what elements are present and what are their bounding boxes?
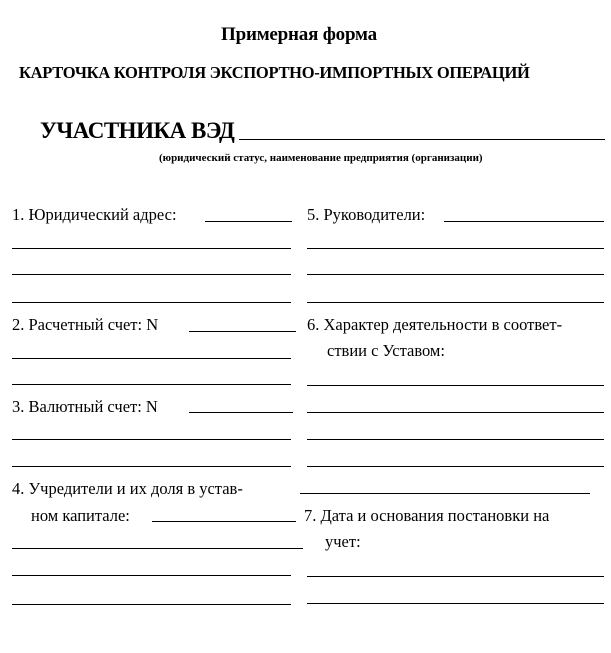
registration-line[interactable] — [307, 576, 604, 577]
founders-line[interactable] — [12, 575, 291, 576]
legal-address-line[interactable] — [12, 274, 291, 275]
form-title: Примерная форма — [221, 24, 377, 45]
registration-label-continued: учет: — [325, 532, 361, 551]
founders-line[interactable] — [12, 548, 303, 549]
settlement-account-label: 2. Расчетный счет: N — [12, 315, 159, 334]
legal-address-line[interactable] — [12, 302, 291, 303]
activity-line[interactable] — [307, 466, 604, 467]
founders-line[interactable] — [152, 521, 296, 522]
currency-account-line[interactable] — [12, 439, 291, 440]
activity-label: 6. Характер деятельности в соответ- — [307, 315, 563, 334]
managers-line[interactable] — [307, 274, 604, 275]
activity-line[interactable] — [300, 493, 590, 494]
legal-address-line[interactable] — [12, 248, 291, 249]
participant-label: УЧАСТНИКА ВЭД — [40, 118, 235, 143]
settlement-account-line[interactable] — [12, 384, 291, 385]
participant-input-line[interactable] — [239, 139, 605, 140]
activity-line[interactable] — [307, 412, 604, 413]
form-heading: КАРТОЧКА КОНТРОЛЯ ЭКСПОРТНО-ИМПОРТНЫХ ОПЕРАЦИЙ — [19, 63, 530, 82]
founders-label: 4. Учредители и их доля в устав- — [12, 479, 243, 498]
managers-line[interactable] — [307, 302, 604, 303]
founders-line[interactable] — [12, 604, 291, 605]
legal-address-line[interactable] — [205, 221, 292, 222]
settlement-account-line[interactable] — [189, 331, 296, 332]
settlement-account-line[interactable] — [12, 358, 291, 359]
founders-label-continued: ном капитале: — [31, 506, 130, 525]
registration-line[interactable] — [307, 603, 604, 604]
activity-label-continued: ствии с Уставом: — [327, 341, 445, 360]
managers-label: 5. Руководители: — [307, 205, 426, 224]
currency-account-label: 3. Валютный счет: N — [12, 397, 158, 416]
registration-label: 7. Дата и основания постановки на — [304, 506, 550, 525]
managers-line[interactable] — [307, 248, 604, 249]
currency-account-line[interactable] — [189, 412, 293, 413]
participant-hint: (юридический статус, наименование предприятия (организации) — [159, 152, 483, 164]
currency-account-line[interactable] — [12, 466, 291, 467]
activity-line[interactable] — [307, 439, 604, 440]
managers-line[interactable] — [444, 221, 604, 222]
legal-address-label: 1. Юридический адрес: — [12, 205, 177, 224]
activity-line[interactable] — [307, 385, 604, 386]
